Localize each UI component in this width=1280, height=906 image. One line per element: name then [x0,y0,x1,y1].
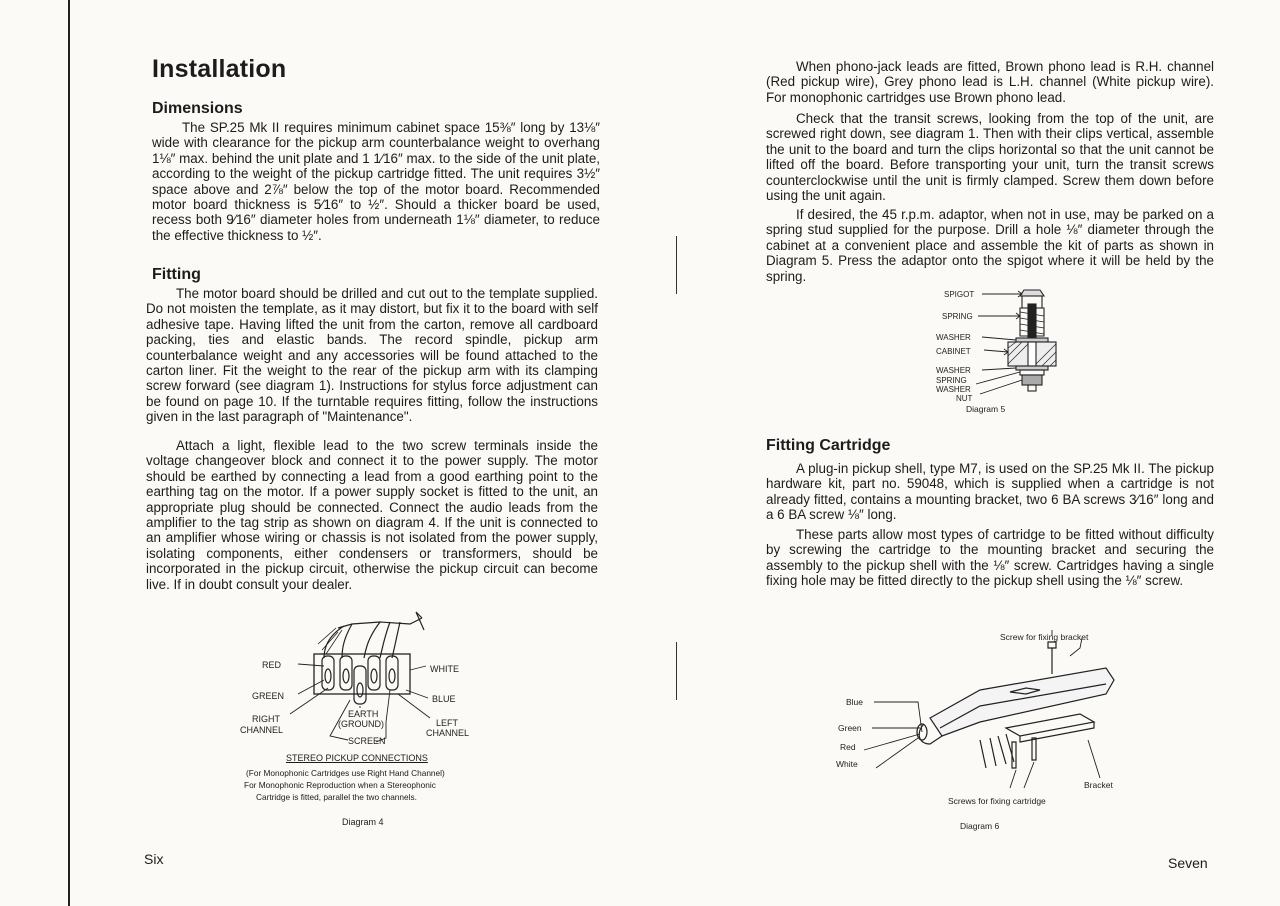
adaptor-paragraph: If desired, the 45 r.p.m. adaptor, when not in use, may be parked on a spring stud supplied for the purpose. Drill a hole ⅛″ diameter through the cabinet at a convenient place and assemble the kit of parts as shown in Diagram 5. Press the adaptor onto the spigot where it will be held by the spring. [766,207,1214,284]
label-green: GREEN [252,691,285,701]
diagram-4-caption-line-2: For Monophonic Reproduction when a Stereophonic [244,780,436,790]
label-right-channel-2: CHANNEL [240,725,284,735]
tag-strip [314,654,410,694]
label-white: White [836,759,858,769]
page-number-left: Six [144,851,164,867]
binding-mark-lower [676,642,681,700]
diagram-5-spring-stud [936,286,1076,416]
label-blue: BLUE [432,694,456,704]
label-washer: WASHER [936,333,971,342]
label-green: Green [838,723,862,733]
diagram-6-label: Diagram 6 [960,821,1000,831]
label-red: RED [262,660,282,670]
fitting-cartridge-paragraph-2: These parts allow most types of cartridge to be fitted without difficulty by screwing the cartridge to the mounting bracket and securing the assembly to the pickup shell with the ⅛″ screw. Cartridges having a single fixing hole may be fitted directly to the pickup shell using the ⅛″ screw. [766,527,1214,589]
right-page [766,0,1214,906]
diagram-5-label: Diagram 5 [966,404,1006,414]
page-title: Installation [152,55,287,83]
label-spring-washer-2: WASHER [936,385,971,394]
label-screw-bracket: Screw for fixing bracket [1000,632,1089,642]
label-left-channel: LEFT [436,718,459,728]
binding-mark-upper [676,236,681,294]
label-red: Red [840,742,856,752]
binding-edge [68,0,70,906]
label-blue: Blue [846,697,864,707]
label-ground: (GROUND) [338,719,384,729]
transit-screws-paragraph: Check that the transit screws, looking from the top of the unit, are screwed right down, see diagram 1. Then with their clips vertical, assemble the unit to the board and turn the clips horizontal so that the unit cannot be lifted off the board. Before transporting your unit, turn the transit screws counterclockwise until the unit is firmly clamped. Screw them down before using the unit again. [766,111,1214,204]
label-left-channel-2: CHANNEL [426,728,470,738]
diagram-4-caption-line-3: Cartridge is fitted, parallel the two channels. [256,792,417,802]
page-number-right: Seven [1168,855,1208,871]
left-page [146,0,602,906]
label-bracket: Bracket [1084,780,1113,790]
fitting-heading: Fitting [152,266,201,283]
label-screws-cartridge: Screws for fixing cartridge [948,796,1046,806]
fitting-paragraph-1: The motor board should be drilled and cut out to the template supplied. Do not moisten the template, as it may distort, but fix it to the board with self adhesive tape. Having lifted the unit from the carton, remove all cardboard packing, ties and elastic bands. The record spindle, pickup arm counterbalance weight and any accessories will be found attached to the carton liner. Fit the weight to the rear of the pickup arm with its clamping screw forward (see diagram 1). Instructions for stylus force adjustment can be found on page 10. If the turntable requires fitting, follow the instructions given in the last paragraph of "Maintenance". [146,286,598,425]
diagram-4-caption-title: STEREO PICKUP CONNECTIONS [286,753,428,763]
fitting-cartridge-heading: Fitting Cartridge [766,437,891,454]
label-spigot: SPIGOT [944,290,975,299]
dimensions-text: The SP.25 Mk II requires minimum cabinet space 15⅜″ long by 13⅛″ wide with clearance for the pickup arm counterbalance weight to overhang 1⅛″ max. behind the unit plate and 1 1⁄16″ max. to the side of the unit plate, according to the weight of the pickup cartridge fitted. The unit requires 3½″ space above and 2⅞″ below the top of the motor board. Recommended motor board thickness is 5⁄16″ to ½″. Should a thicker board be used, recess both 9⁄16″ diameter holes from underneath 1⅛″ diameter, to reduce the effective thickness to ½″. [152,120,600,243]
label-white: WHITE [430,664,459,674]
fitting-paragraph-2: Attach a light, flexible lead to the two screw terminals inside the voltage changeover block and connect it to the power supply. The motor should be earthed by connecting a lead from a good earthing point to the earthing tag on the motor. If a power supply socket is fitted to the unit, an appropriate plug should be connected. Connect the audio leads from the amplifier to the tag strip as shown on diagram 4. If the unit is connected to an amplifier whose wiring or chassis is not isolated from the power supply, isolating components, either condensers or transformers, should be incorporated in the pickup circuit, otherwise the pickup circuit can become live. If in doubt consult your dealer. [146,438,598,592]
label-spring: SPRING [942,312,973,321]
dimensions-heading: Dimensions [152,100,243,117]
fitting-cartridge-paragraph-1: A plug-in pickup shell, type M7, is used on the SP.25 Mk II. The pickup hardware kit, part no. 59048, which is supplied when a cartridge is not already fitted, contains a mounting bracket, two 6 BA screws 3⁄16″ long and a 6 BA screw ⅛″ long. [766,461,1214,523]
label-cabinet: CABINET [936,347,971,356]
label-washer-2: WASHER [936,366,971,375]
label-earth: EARTH [348,709,379,719]
label-nut: NUT [956,394,973,403]
phono-jack-paragraph: When phono-jack leads are fitted, Brown phono lead is R.H. channel (Red pickup wire), Grey phono lead is L.H. channel (White pickup wire). For monophonic cartridges use Brown phono lead. [766,59,1214,105]
diagram-6-pickup-shell [830,628,1190,838]
label-right-channel: RIGHT [252,714,280,724]
diagram-4-caption-line-1: (For Monophonic Cartridges use Right Hand Channel) [246,768,445,778]
label-spring-washer: SPRING [936,376,967,385]
diagram-4-label: Diagram 4 [342,817,384,827]
label-screen: SCREEN [348,736,386,746]
